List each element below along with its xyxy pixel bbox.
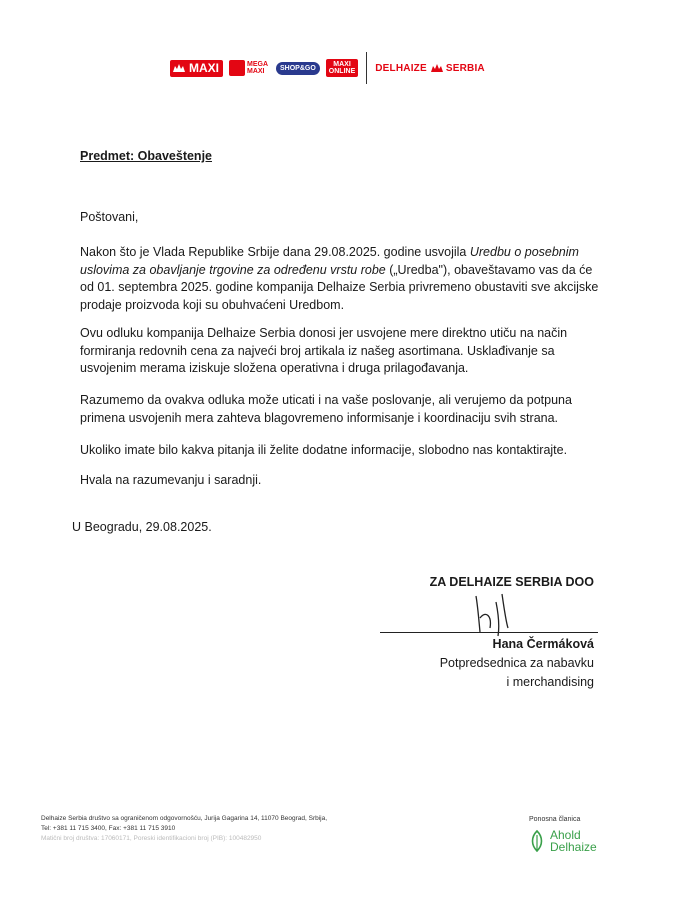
brand-logos — [170, 52, 485, 84]
letter-greeting: Poštovani, — [80, 210, 139, 224]
maxi-logo-text: MAXI — [189, 61, 219, 75]
mega-maxi-logo — [229, 60, 268, 76]
ahold-name-b: Delhaize — [550, 840, 597, 854]
maxi-online-bottom: ONLINE — [328, 68, 356, 75]
footer-address: Delhaize Serbia društvo sa ograničenom odgovornošću, Jurija Gagarina 14, 11070 Beograd, Srbija, — [41, 815, 328, 822]
member-label: Ponosna članica — [529, 816, 581, 823]
company-signature-block: ZA DELHAIZE SERBIA DOO — [429, 575, 594, 589]
paragraph-5: Hvala na razumevanju i saradnji. — [80, 473, 262, 487]
decree-title: Uredbu o posebnim uslovima za obavljanje trgovine za određenu vrstu robe — [80, 245, 579, 277]
delhaize-logo-text-a: DELHAIZE — [375, 62, 427, 74]
ahold-delhaize-member-badge — [527, 816, 597, 853]
paragraph-3: Razumemo da ovakva odluka može uticati i na vaše poslovanje, ali verujemo da potpuna primena usvojenih mera zahteva blagovremeno informisanje i koordinaciju svih strana. — [80, 393, 572, 425]
lion-icon — [172, 63, 186, 74]
maxi-online-top: MAXI — [333, 61, 351, 68]
paragraph-1-start: Nakon što je Vlada Republike Srbije dana 29.08.2025. godine usvojila — [80, 245, 470, 259]
delhaize-logo-text-b: SERBIA — [445, 62, 485, 74]
mega-maxi-lion-icon — [229, 60, 245, 76]
signature-line — [380, 632, 598, 633]
footer-registration: Matični broj društva: 17060171, Poreski identifikacioni broj (PIB): 100482950 — [41, 835, 262, 842]
paragraph-2: Ovu odluku kompanija Delhaize Serbia donosi jer usvojene mere direktno utiču na način formiranja redovnih cena za najveći broj artikala iz našeg asortimana. Usklađivanje sa usvojenim merama iziskuje složena operativna i druga prilagođavanja. — [80, 326, 568, 375]
letter-date: U Beogradu, 29.08.2025. — [72, 520, 212, 534]
ahold-delhaize-leaf-icon — [527, 829, 547, 853]
delhaize-serbia-logo — [375, 63, 485, 74]
maxi-logo — [170, 60, 223, 77]
footer-company-info — [41, 814, 327, 844]
signer-role-line-1: Potpredsednica za nabavku — [439, 656, 594, 670]
maxi-online-logo — [326, 59, 358, 77]
logo-divider — [366, 52, 367, 84]
signer-role-line-2: i merchandising — [506, 675, 594, 689]
signer-name: Hana Čermáková — [492, 637, 594, 651]
shop-and-go-logo — [276, 62, 320, 75]
shop-and-go-text: SHOP&GO — [280, 64, 316, 72]
paragraph-1 — [80, 244, 605, 314]
delhaize-lion-icon — [430, 63, 444, 74]
footer-phone-fax: Tel: +381 11 715 3400, Fax: +381 11 715 3910 — [41, 825, 176, 832]
mega-maxi-top: MEGA — [247, 61, 268, 68]
paragraph-4: Ukoliko imate bilo kakva pitanja ili želite dodatne informacije, slobodno nas kontaktirajte. — [80, 443, 568, 457]
handwritten-signature — [468, 588, 528, 638]
ahold-name-a: Ahold — [550, 828, 581, 842]
mega-maxi-bottom: MAXI — [247, 68, 265, 75]
paragraph-1-end: („Uredba"), obaveštavamo vas da će od 01. septembra 2025. godine kompanija Delhaize Serbia privremeno obustaviti sve akcijske prodaje proizvoda koji su obuhvaćeni Uredbom. — [80, 262, 599, 312]
letter-subject: Predmet: Obaveštenje — [80, 149, 212, 163]
